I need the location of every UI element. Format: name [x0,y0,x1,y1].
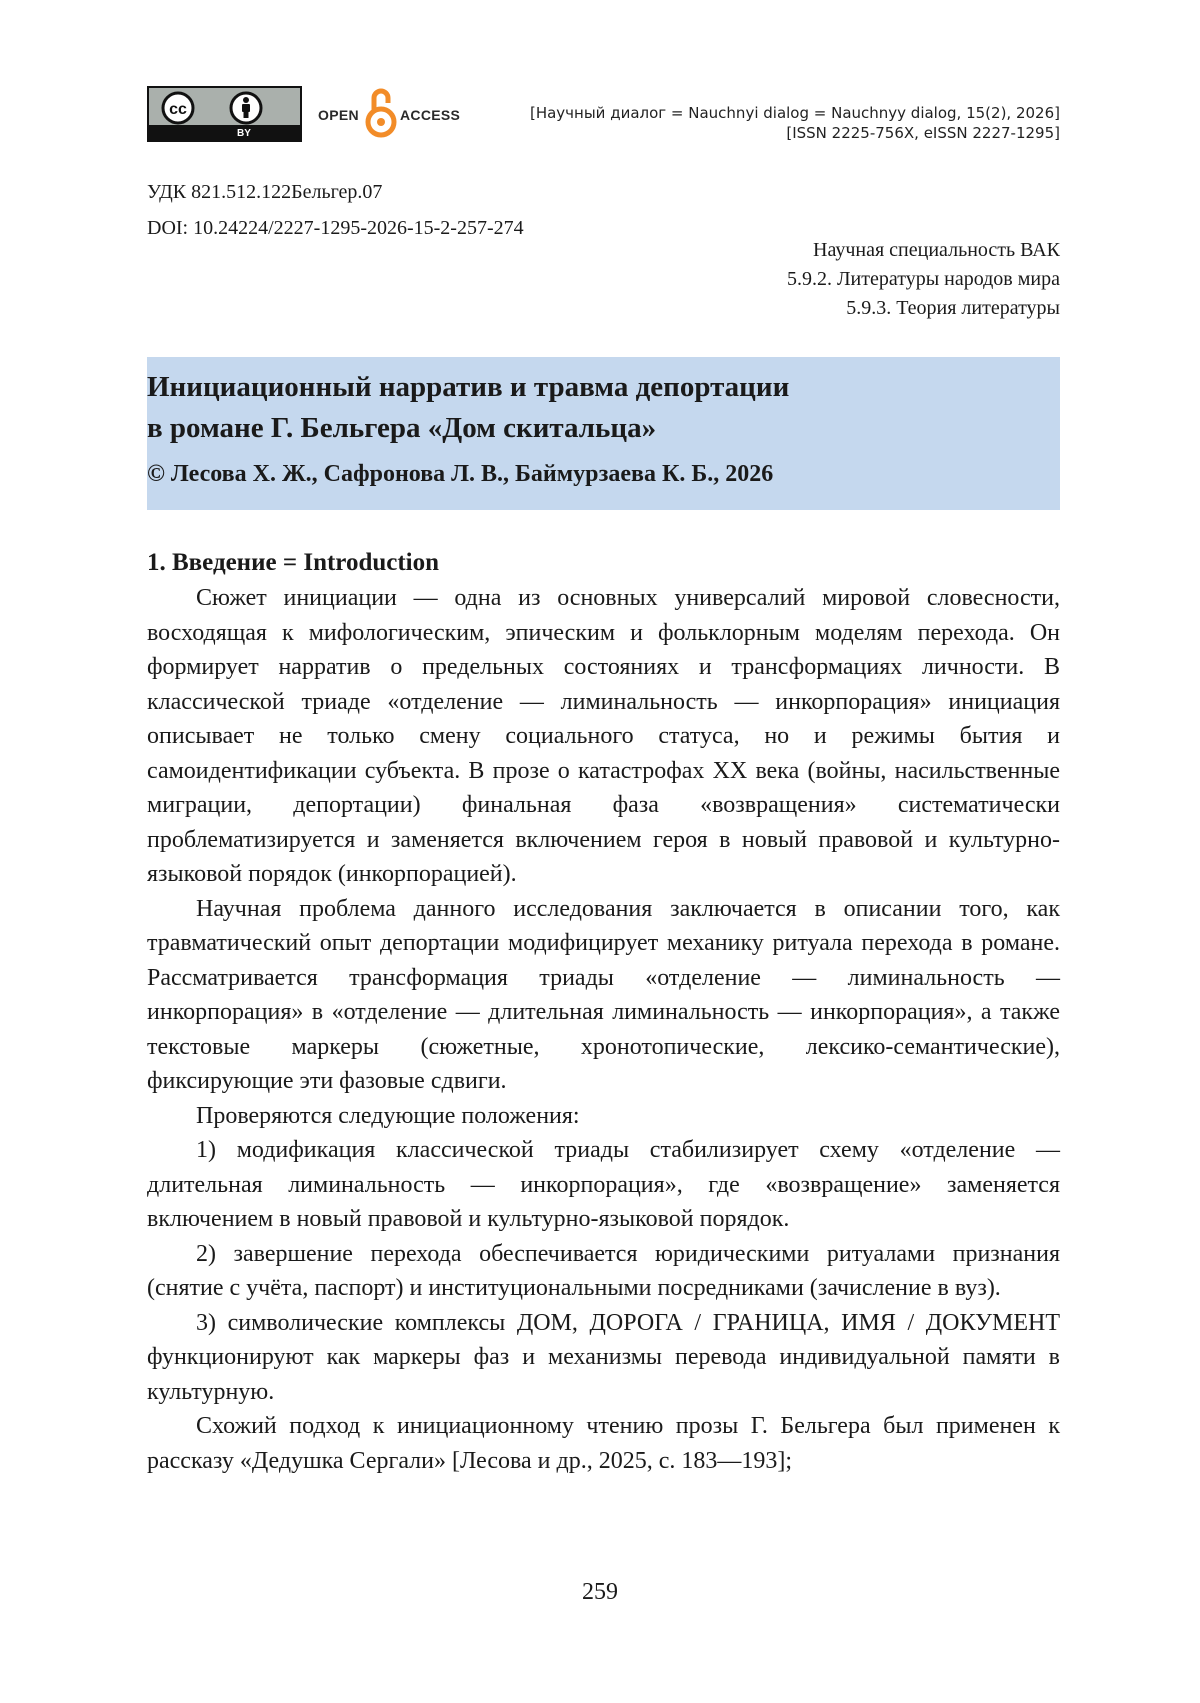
article-body [147,545,1060,1478]
title-line-2: в романе Г. Бельгера «Дом скитальца» [147,412,657,444]
list-item: 2) завершение перехода обеспечивается юридическими ритуалами признания (снятие с учёта, паспорт) и институциональными посредниками (зачисление в вуз). [147,1240,1060,1301]
attribution-person-icon [229,91,263,125]
journal-reference [530,103,1060,143]
list-item: 1) модификация классической триады стабилизирует схему «отделение — длительная лиминальность — инкорпорация», где «возвращение» заменяется включением в новый правовой и культурно-языковой порядок. [147,1137,1060,1232]
journal-ref-line-2: [ISSN 2225-756X, eISSN 2227-1295] [786,124,1060,142]
article-title [147,367,789,449]
cc-by-license-badge [147,86,302,142]
open-lock-icon [365,84,397,140]
paragraph: Проверяются следующие положения: [196,1102,580,1129]
page-number: 259 [582,1579,618,1605]
section-heading: 1. Введение = Introduction [147,549,440,576]
article-identifiers [147,174,524,246]
specialty-item-2: 5.9.3. Теория литературы [846,297,1060,319]
vak-specialty [787,236,1060,323]
list-item: 3) символические комплексы ДОМ, ДОРОГА / ГРАНИЦА, ИМЯ / ДОКУМЕНТ функционируют как маркеры фаз и механизмы перевода индивидуальной памяти в культурную. [147,1309,1060,1405]
license-label: BY [237,128,251,139]
creative-commons-icon [161,91,195,125]
journal-ref-line-1: [Научный диалог = Nauchnyi dialog = Nauchnyy dialog, 15(2), 2026] [529,104,1060,122]
open-access-text-open: OPEN [318,107,359,123]
specialty-heading: Научная специальность ВАК [813,239,1060,261]
specialty-item-1: 5.9.2. Литературы народов мира [786,268,1060,290]
open-access-text-access: ACCESS [400,107,461,123]
paragraph: Научная проблема данного исследования заключается в описании того, как травматический опыт депортации модифицирует механику ритуала перехода в романе. Рассматривается трансформация триады «отделение — лиминальность — инкорпорация» в «отделение — длительная лиминальность — инкорпорация», а также текстовые маркеры (сюжетные, хронотопические, лексико-семантические), фиксирующие эти фазовые сдвиги. [147,895,1060,1094]
open-access-logo [318,84,460,140]
title-box [147,357,1060,510]
paragraph: Сюжет инициации — одна из основных универсалий мировой словесности, восходящая к мифологическим, эпическим и фольклорным моделям перехода. Он формирует нарратив о предельных состояниях и трансформациях личности. В классической триаде «отделение — лиминальность — инкорпорация» инициация описывает не только смену социального статуса, но и режимы бытия и самоидентификации субъекта. В прозе о катастрофах XX века (войны, насильственные миграции, депортации) финальная фаза «возвращения» систематически проблематизируется и заменяется включением героя в новый правовой и культурно-языковой порядок (инкорпорацией). [147,585,1060,887]
license-strip [149,125,300,140]
svg-text:cc: cc [169,101,187,118]
authors: © Лесова Х. Ж., Сафронова Л. В., Баймурзаева К. Б., 2026 [147,461,774,487]
paragraph: Схожий подход к инициационному чтению прозы Г. Бельгера был применен к рассказу «Дедушка Сергали» [Лесова и др., 2025, с. 183—193]; [147,1413,1060,1474]
doi: DOI: 10.24224/2227-1295-2026-15-2-257-274 [147,217,524,239]
title-line-1: Инициационный нарратив и травма депортации [147,371,790,403]
udk-code: УДК 821.512.122Бельгер.07 [147,181,383,203]
